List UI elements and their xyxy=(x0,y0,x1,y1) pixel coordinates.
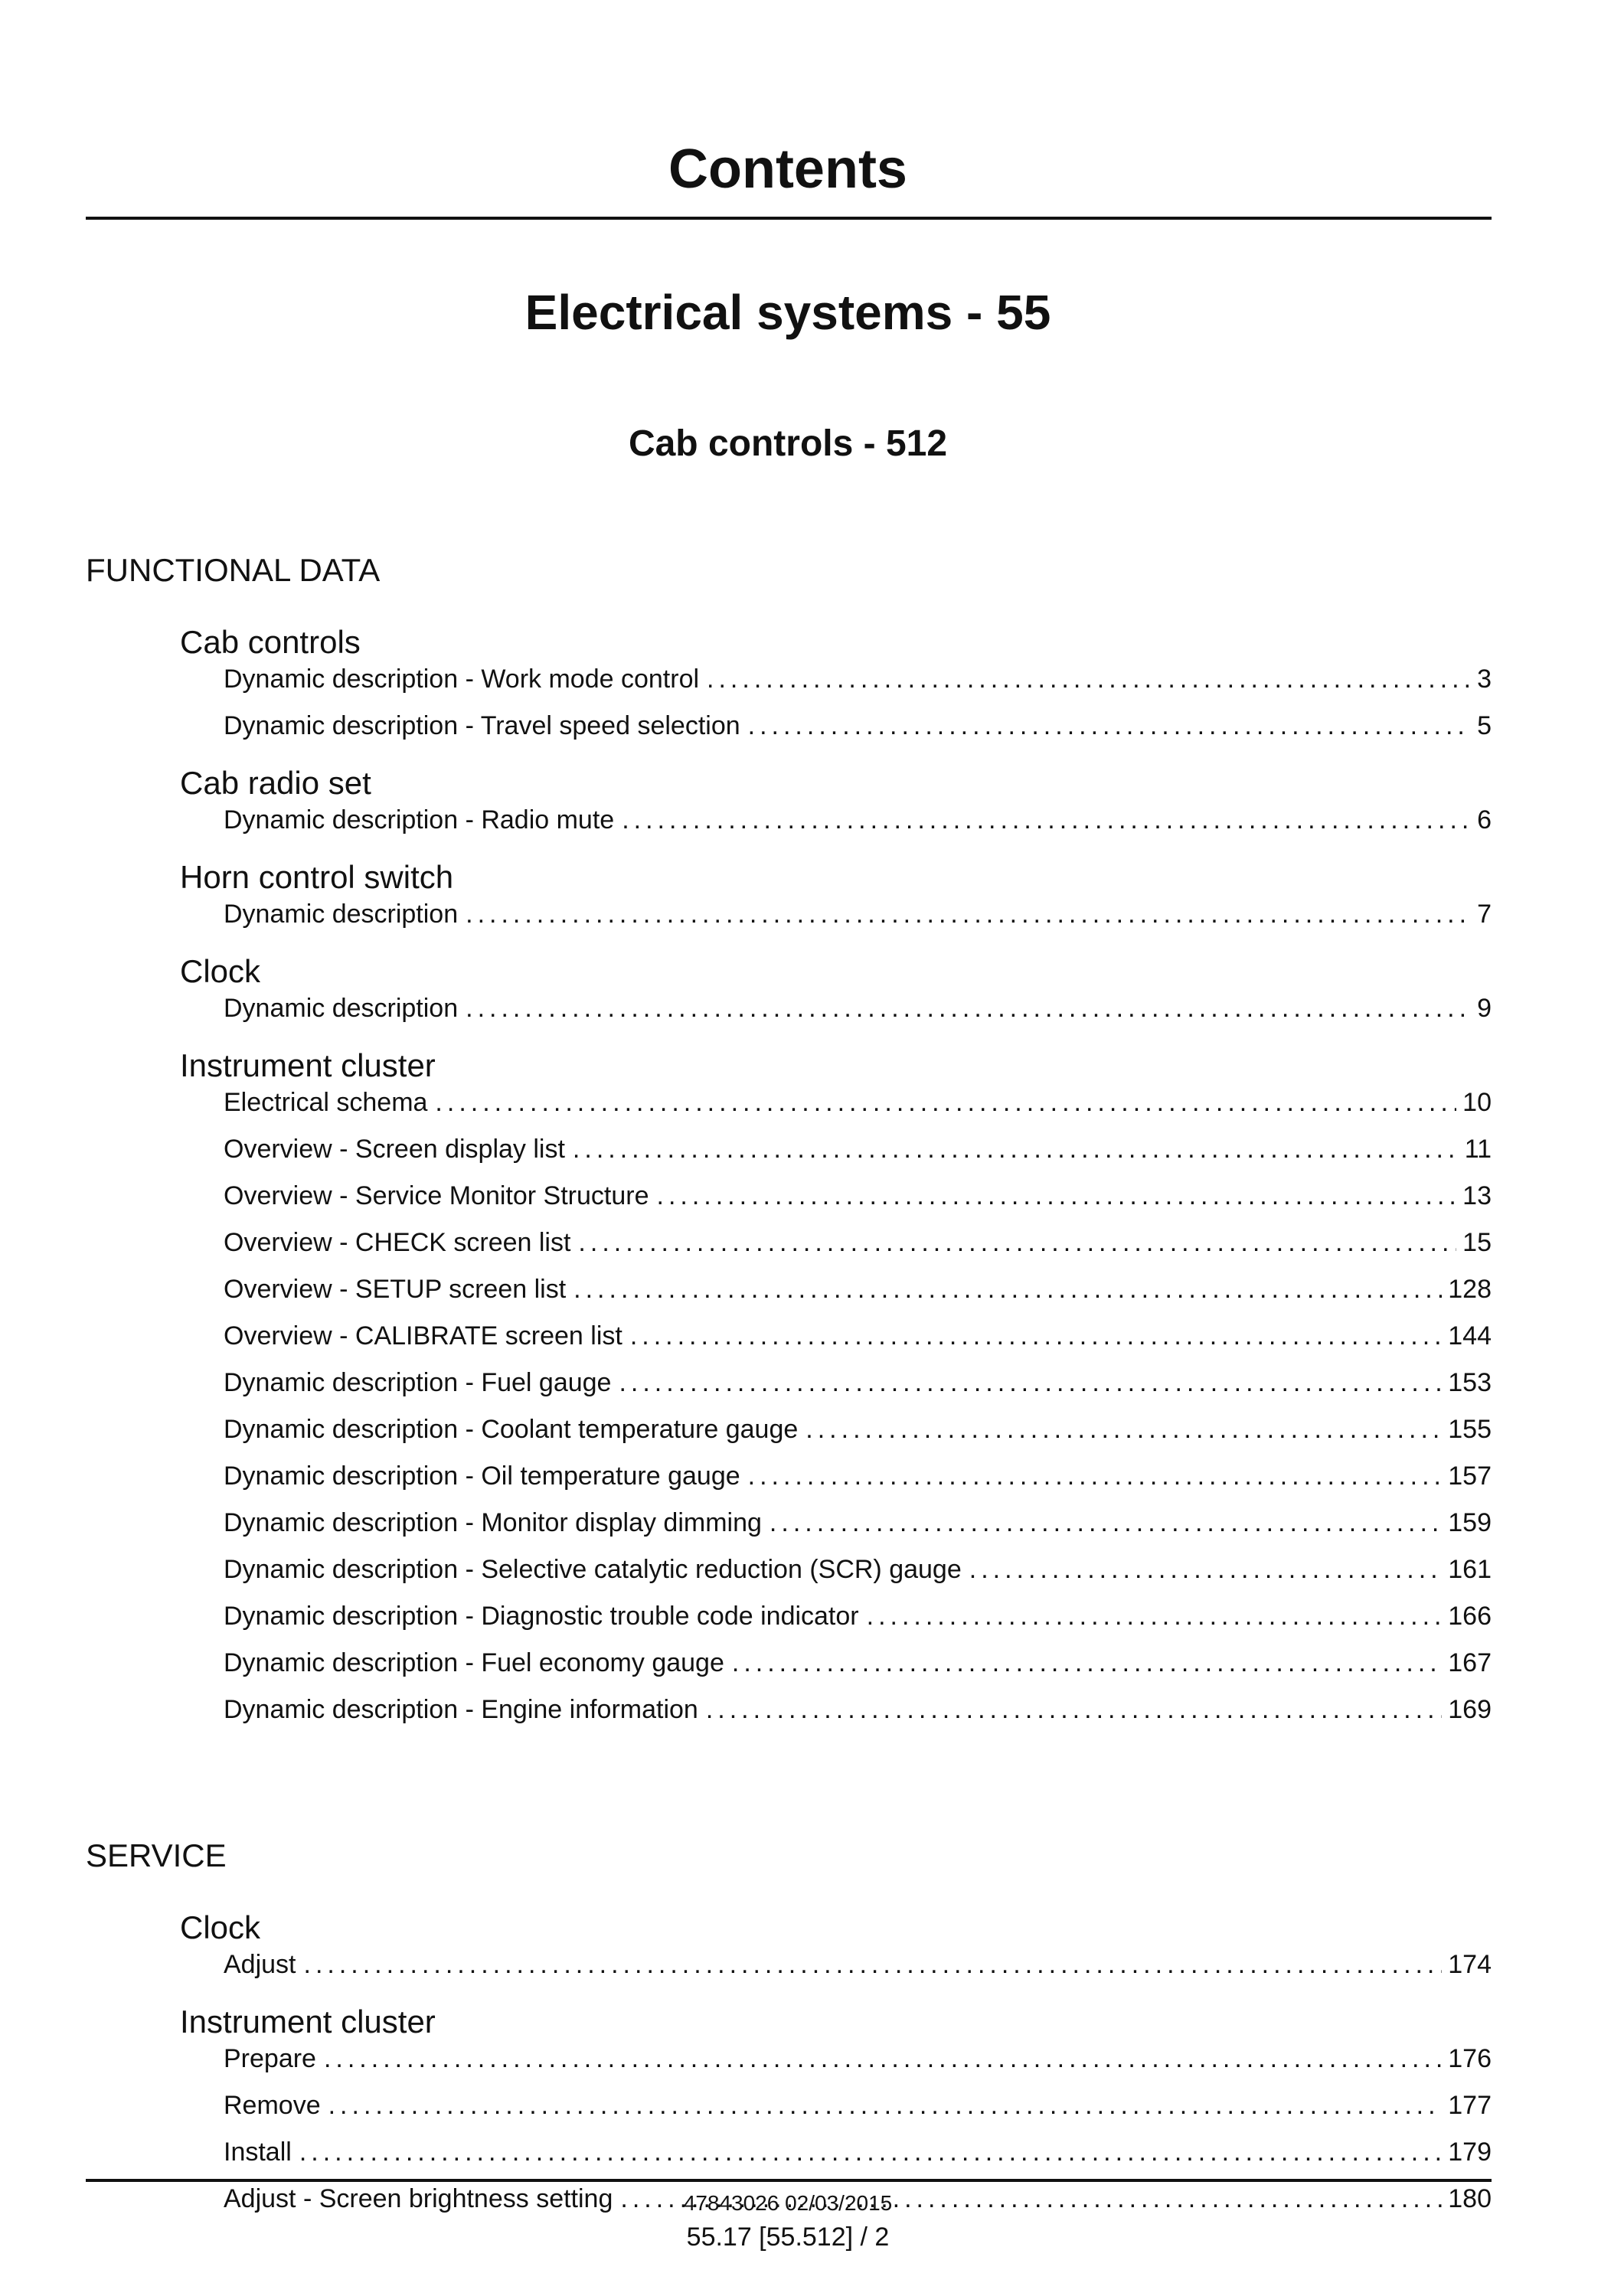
footer-document-code: 47843026 02/03/2015 xyxy=(683,2191,893,2215)
entry-page-number: 128 xyxy=(1448,1275,1492,1304)
dot-leader xyxy=(622,802,1471,838)
entry-page-number: 3 xyxy=(1477,665,1492,694)
entry-page-number: 157 xyxy=(1448,1462,1492,1491)
dot-leader xyxy=(299,2134,1442,2170)
toc-entry[interactable] xyxy=(224,1947,1492,1994)
part-title: FUNCTIONAL DATA xyxy=(86,552,381,588)
entry-title: Remove xyxy=(224,2091,321,2120)
top-divider xyxy=(86,217,1492,220)
entry-title: Dynamic description xyxy=(224,900,459,929)
toc-entry[interactable] xyxy=(224,2041,1492,2088)
entry-title: Dynamic description - Oil temperature gauge xyxy=(224,1462,740,1491)
toc-entry[interactable] xyxy=(224,1599,1492,1645)
dot-leader xyxy=(619,1365,1442,1400)
dot-leader xyxy=(748,708,1471,743)
chapter-title: Electrical systems - 55 xyxy=(524,285,1051,340)
entry-title: Adjust xyxy=(224,1950,296,1979)
table-of-contents xyxy=(86,550,1492,2237)
entry-title: Prepare xyxy=(224,2044,316,2073)
topic-title: Clock xyxy=(180,1909,261,1945)
entry-page-number: 13 xyxy=(1462,1181,1492,1210)
entry-page-number: 179 xyxy=(1448,2138,1492,2167)
toc-entry[interactable] xyxy=(224,991,1492,1037)
dot-leader xyxy=(657,1178,1457,1213)
dot-leader xyxy=(466,897,1471,932)
dot-leader xyxy=(578,1225,1456,1260)
toc-topic xyxy=(180,858,1492,943)
toc-entry[interactable] xyxy=(224,2088,1492,2134)
entry-title: Dynamic description - Coolant temperature gauge xyxy=(224,1415,799,1444)
entry-page-number: 155 xyxy=(1448,1415,1492,1444)
entry-page-number: 180 xyxy=(1448,2184,1492,2213)
entry-page-number: 11 xyxy=(1464,1135,1492,1164)
entry-title: Overview - CALIBRATE screen list xyxy=(224,1321,622,1350)
toc-entry[interactable] xyxy=(224,802,1492,849)
entry-title: Dynamic description - Selective catalytic reduction (SCR) gauge xyxy=(224,1555,962,1584)
toc-entry[interactable] xyxy=(224,1318,1492,1365)
toc-entry[interactable] xyxy=(224,1505,1492,1552)
dot-leader xyxy=(732,1645,1442,1680)
dot-leader xyxy=(304,1947,1443,1982)
page-title: Contents xyxy=(668,139,907,200)
entry-title: Dynamic description - Fuel economy gauge xyxy=(224,1648,724,1677)
toc-topic xyxy=(180,1047,1492,1739)
topic-title: Cab radio set xyxy=(180,765,371,801)
entry-page-number: 176 xyxy=(1448,2044,1492,2073)
toc-part xyxy=(86,550,1492,1739)
entry-title: Install xyxy=(224,2138,292,2167)
entry-page-number: 166 xyxy=(1448,1602,1492,1631)
entry-title: Dynamic description - Fuel gauge xyxy=(224,1368,612,1397)
entry-page-number: 177 xyxy=(1448,2091,1492,2120)
entry-page-number: 169 xyxy=(1448,1695,1492,1724)
dot-leader xyxy=(630,1318,1442,1354)
dot-leader xyxy=(435,1085,1456,1120)
entry-title: Overview - Screen display list xyxy=(224,1135,565,1164)
toc-topic xyxy=(180,764,1492,849)
part-title: SERVICE xyxy=(86,1837,227,1873)
toc-entry[interactable] xyxy=(224,1085,1492,1132)
entry-page-number: 9 xyxy=(1477,994,1492,1023)
entry-page-number: 167 xyxy=(1448,1648,1492,1677)
toc-entry[interactable] xyxy=(224,1692,1492,1739)
entry-title: Electrical schema xyxy=(224,1088,428,1117)
section-title: Cab controls - 512 xyxy=(628,423,948,464)
entry-title: Overview - CHECK screen list xyxy=(224,1228,571,1257)
topic-title: Horn control switch xyxy=(180,859,454,895)
toc-topic xyxy=(180,623,1492,755)
toc-entry[interactable] xyxy=(224,1552,1492,1599)
entry-page-number: 15 xyxy=(1462,1228,1492,1257)
toc-entry[interactable] xyxy=(224,1458,1492,1505)
dot-leader xyxy=(748,1458,1443,1494)
dot-leader xyxy=(324,2041,1442,2076)
toc-entry[interactable] xyxy=(224,1132,1492,1178)
dot-leader xyxy=(969,1552,1443,1587)
toc-part xyxy=(86,1835,1492,2228)
entry-page-number: 7 xyxy=(1477,900,1492,929)
entry-title: Dynamic description - Radio mute xyxy=(224,805,615,834)
toc-entry[interactable] xyxy=(224,1178,1492,1225)
toc-entry[interactable] xyxy=(224,1272,1492,1318)
entry-title: Dynamic description - Work mode control xyxy=(224,665,700,694)
toc-entry[interactable] xyxy=(224,897,1492,943)
toc-entry[interactable] xyxy=(224,708,1492,755)
toc-entry[interactable] xyxy=(224,1645,1492,1692)
dot-leader xyxy=(770,1505,1442,1540)
toc-entry[interactable] xyxy=(224,1412,1492,1458)
entry-title: Dynamic description - Travel speed selection xyxy=(224,711,740,740)
entry-title: Overview - Service Monitor Structure xyxy=(224,1181,649,1210)
dot-leader xyxy=(867,1599,1443,1634)
footer-page-reference: 55.17 [55.512] / 2 xyxy=(686,2223,890,2252)
entry-page-number: 5 xyxy=(1477,711,1492,740)
entry-page-number: 144 xyxy=(1448,1321,1492,1350)
entry-title: Dynamic description - Engine information xyxy=(224,1695,698,1724)
entry-title: Dynamic description - Monitor display dimming xyxy=(224,1508,762,1537)
entry-title: Overview - SETUP screen list xyxy=(224,1275,567,1304)
bottom-divider xyxy=(86,2179,1492,2182)
toc-entry[interactable] xyxy=(224,661,1492,708)
dot-leader xyxy=(466,991,1471,1026)
dot-leader xyxy=(706,1692,1442,1727)
toc-topic xyxy=(180,952,1492,1037)
toc-entry[interactable] xyxy=(224,1225,1492,1272)
entry-title: Dynamic description xyxy=(224,994,459,1023)
topic-title: Instrument cluster xyxy=(180,1047,436,1083)
dot-leader xyxy=(573,1132,1459,1167)
dot-leader xyxy=(328,2088,1443,2123)
dot-leader xyxy=(805,1412,1442,1447)
entry-page-number: 159 xyxy=(1448,1508,1492,1537)
entry-title: Adjust - Screen brightness setting xyxy=(224,2184,613,2213)
entry-page-number: 174 xyxy=(1448,1950,1492,1979)
topic-title: Instrument cluster xyxy=(180,2004,436,2040)
entry-page-number: 6 xyxy=(1477,805,1492,834)
entry-page-number: 161 xyxy=(1448,1555,1492,1584)
dot-leader xyxy=(707,661,1471,697)
topic-title: Clock xyxy=(180,953,261,989)
entry-title: Dynamic description - Diagnostic trouble code indicator xyxy=(224,1602,859,1631)
toc-topic xyxy=(180,1909,1492,1994)
entry-page-number: 10 xyxy=(1462,1088,1492,1117)
toc-entry[interactable] xyxy=(224,1365,1492,1412)
topic-title: Cab controls xyxy=(180,624,361,660)
entry-page-number: 153 xyxy=(1448,1368,1492,1397)
dot-leader xyxy=(573,1272,1442,1307)
toc-entry[interactable] xyxy=(224,2134,1492,2181)
